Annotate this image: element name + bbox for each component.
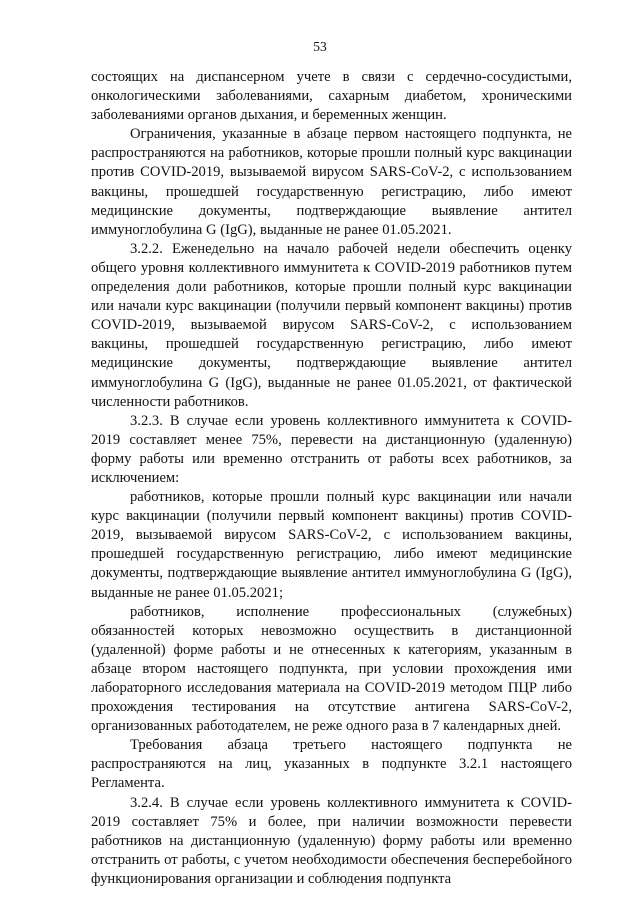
paragraph-3-2-3: 3.2.3. В случае если уровень коллективного иммунитета к COVID-2019 составляет менее 75%, перевести на дистанционную (удаленную) форму работы или временно отстранить от работы всех работников, за исключением: bbox=[91, 412, 572, 486]
paragraph-requirements-note: Требования абзаца третьего настоящего подпункта не распространяются на лиц, указанных в подпункте 3.2.1 настоящего Регламента. bbox=[91, 737, 572, 792]
paragraph-exception-vaccinated: работников, которые прошли полный курс вакцинации или начали курс вакцинации (получили первый компонент вакцины) против COVID-2019, вызываемой вирусом SARS-CoV-2, с использованием вакцины, прошедшей государственную регистрацию, либо имеют медицинские документы, подтверждающие выявление антител иммуноглобулина G (IgG), выданные не ранее 01.05.2021; bbox=[91, 489, 572, 601]
page-number: 53 bbox=[313, 39, 327, 54]
paragraph-3-2-2: 3.2.2. Еженедельно на начало рабочей недели обеспечить оценку общего уровня коллективного иммунитета к COVID-2019 работников путем определения доли работников, которые прошли полный курс вакцинации или начали курс вакцинации (получили первый компонент вакцины) против COVID-2019, вызываемой вирусом SARS-CoV-2, с использованием вакцины, прошедшей государственную регистрацию, либо имеют медицинские документы, подтверждающие выявление антител иммуноглобулина G (IgG), выданные не ранее 01.05.2021, от фактической численности работников. bbox=[91, 240, 572, 410]
paragraph-3-2-4: 3.2.4. В случае если уровень коллективного иммунитета к COVID-2019 составляет 75% и более, при наличии возможности перевести работников на дистанционную (удаленную) форму работы или временно отстранить от работы, с учетом необходимости обеспечения бесперебойного функционирования организации и соблюдения подпункта bbox=[91, 794, 572, 887]
paragraph-exception-essential: работников, исполнение профессиональных (служебных) обязанностей которых невозможно осуществить в дистанционной (удаленной) форме работы и не отнесенных к категориям, указанным в абзаце втором настоящего подпункта, при условии прохождения ими лабораторного исследования материала на COVID-2019 методом ПЦР либо прохождения тестирования на отсутствие антигена SARS-CoV-2, организованных работодателем, не реже одного раза в 7 календарных дней. bbox=[91, 603, 572, 735]
paragraph-restrictions-note: Ограничения, указанные в абзаце первом настоящего подпункта, не распространяются на работников, которые прошли полный курс вакцинации против COVID-2019, вызываемой вирусом SARS-CoV-2, с использованием вакцины, прошедшей государственную регистрацию, либо имеют медицинские документы, подтверждающие выявление антител иммуноглобулина G (IgG), выданные не ранее 01.05.2021. bbox=[91, 126, 572, 238]
document-body bbox=[91, 68, 572, 889]
paragraph-continuation: состоящих на диспансерном учете в связи с сердечно-сосудистыми, онкологическими заболеваниями, сахарным диабетом, хроническими заболеваниями органов дыхания, и беременных женщин. bbox=[91, 69, 572, 124]
